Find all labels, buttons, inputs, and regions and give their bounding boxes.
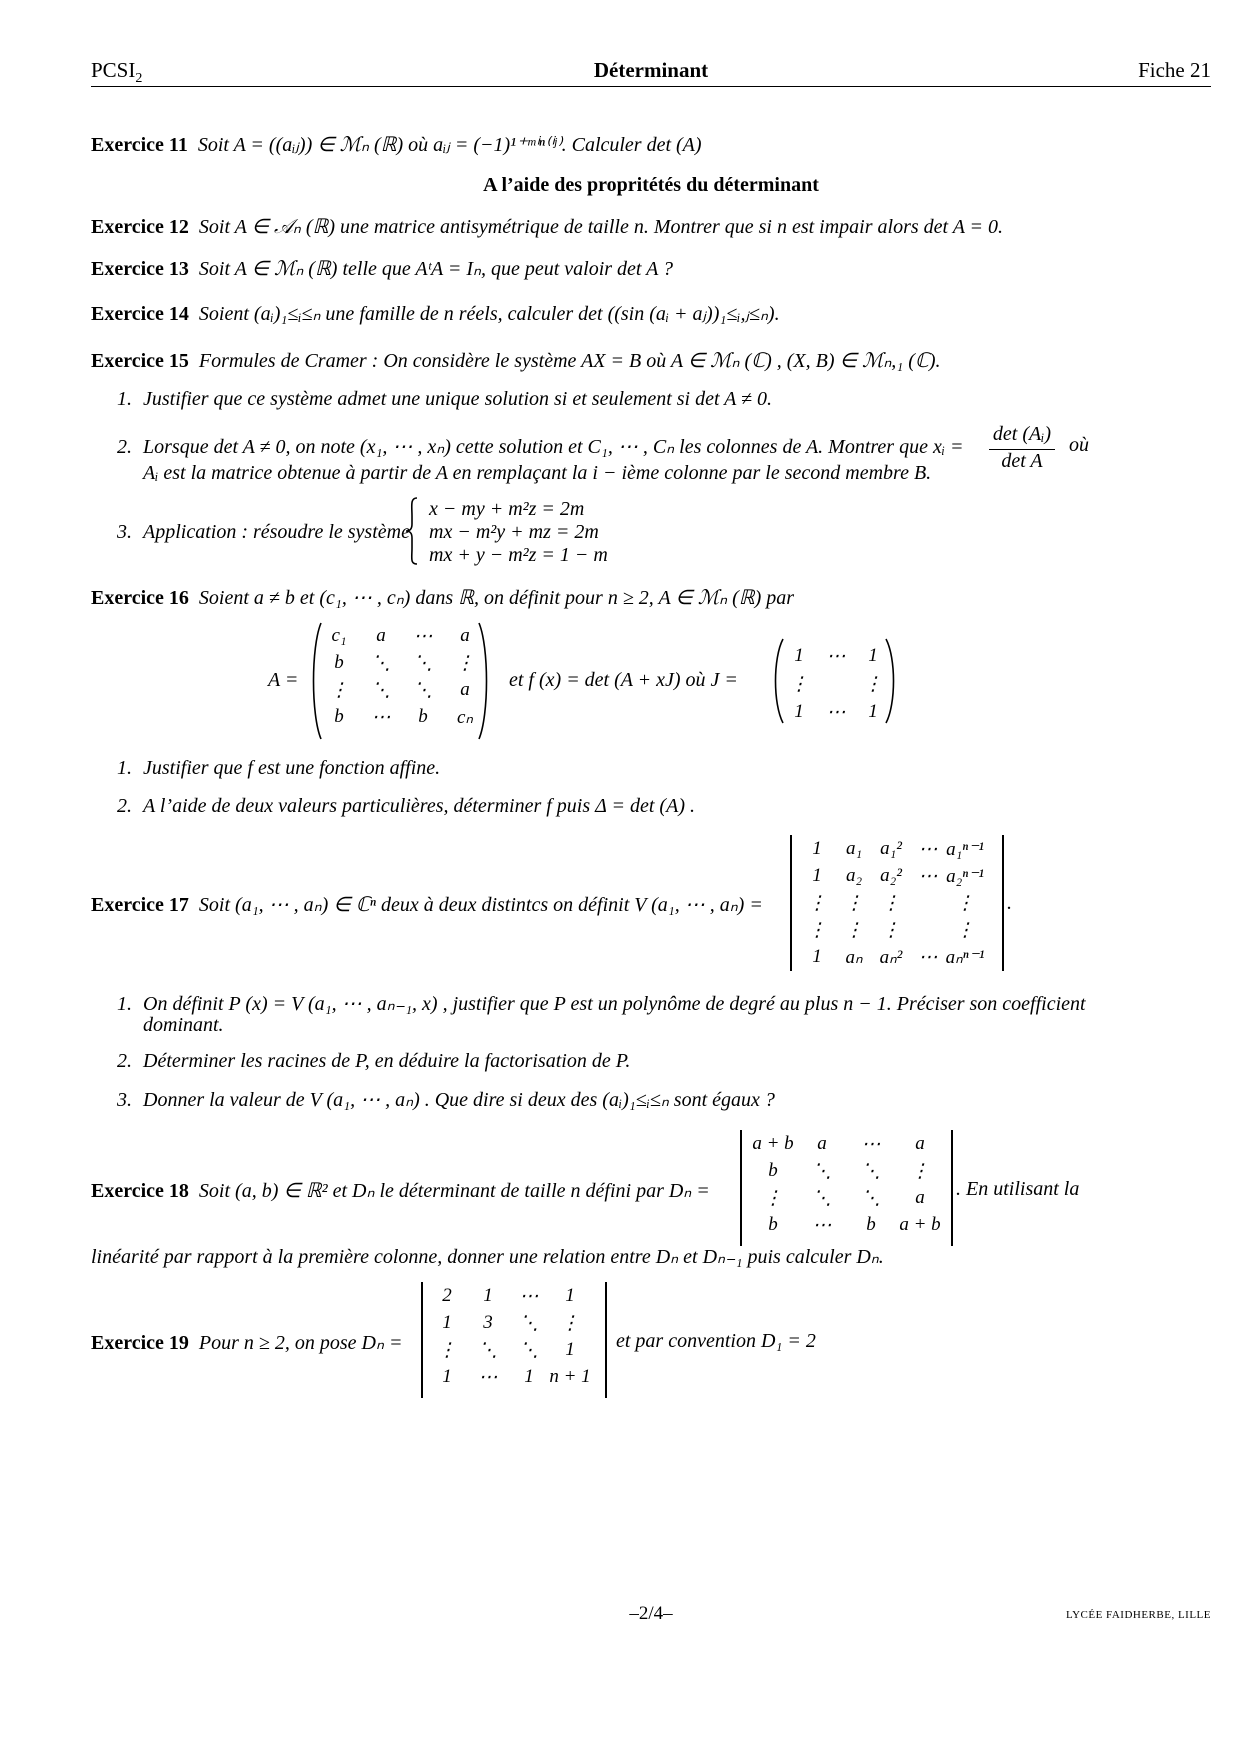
matrix-cell: 1 bbox=[794, 645, 804, 666]
matrix-cell: ⋱ bbox=[371, 653, 391, 674]
matrix-A-label: A = bbox=[268, 669, 299, 691]
matrix-cell: b bbox=[866, 1214, 876, 1235]
exercise-19: Exercice 19 Pour n ≥ 2, on pose Dₙ = bbox=[91, 1332, 403, 1354]
matrix-cell: 1 bbox=[868, 701, 878, 722]
exercise-16: Exercice 16 Soient a ≠ b et (c₁, ⋯ , cₙ) dans ℝ, on définit pour n ≥ 2, A ∈ ℳₙ (ℝ) par bbox=[91, 587, 795, 609]
matrix-cell: 3 bbox=[483, 1312, 493, 1333]
exercise-17: Exercice 17 Soit (a₁, ⋯ , aₙ) ∈ ℂⁿ deux à deux distintcs on définit V (a₁, ⋯ , aₙ) = bbox=[91, 894, 763, 916]
matrix-cell: a bbox=[460, 625, 470, 646]
matrix-cell: ⋮ bbox=[844, 893, 864, 914]
sheet-number: Fiche 21 bbox=[1138, 58, 1211, 82]
system-eq-3: mx + y − m²z = 1 − m bbox=[429, 544, 608, 566]
matrix-cell: a + b bbox=[899, 1214, 941, 1235]
system-eq-2: mx − m²y + mz = 2m bbox=[429, 521, 599, 543]
matrix-cell: ⋮ bbox=[329, 680, 349, 701]
matrix-cell: b bbox=[768, 1160, 778, 1181]
matrix-cell: ⋯ bbox=[478, 1367, 498, 1388]
matrix-cell: ⋮ bbox=[910, 1161, 930, 1182]
ex18-line-2: linéarité par rapport à la première colonne, donner une relation entre Dₙ et Dₙ₋₁ puis calculer Dₙ. bbox=[91, 1246, 884, 1268]
matrix-cell: ⋱ bbox=[812, 1188, 832, 1209]
matrix-cell: aₙ bbox=[845, 947, 863, 968]
matrix-cell: 1 bbox=[565, 1285, 575, 1306]
matrix-cell: ⋮ bbox=[881, 920, 901, 941]
ex15-item-1: 1. Justifier que ce système admet une unique solution si et seulement si det A ≠ 0. bbox=[117, 388, 773, 410]
matrix-cell: ⋯ bbox=[861, 1134, 881, 1155]
matrix-cell: 1 bbox=[565, 1339, 575, 1360]
matrix-cell: aₙⁿ⁻¹ bbox=[945, 947, 985, 968]
matrix-cell: ⋮ bbox=[863, 674, 883, 695]
matrix-cell: ⋯ bbox=[413, 626, 433, 647]
matrix-cell: 1 bbox=[483, 1285, 493, 1306]
det-18-right-bar bbox=[951, 1130, 953, 1246]
matrix-cell: a₁ⁿ⁻¹ bbox=[946, 839, 984, 860]
matrix-cell: 2 bbox=[442, 1285, 452, 1306]
matrix-cell: a + b bbox=[752, 1133, 794, 1154]
matrix-cell: c₁ bbox=[331, 625, 347, 646]
matrix-cell: b bbox=[334, 706, 344, 727]
ex17-item-1: 1. On définit P (x) = V (a₁, ⋯ , aₙ₋₁, x) , justifier que P est un polynôme de degré au plus n − 1. Préciser son coefficient bbox=[117, 993, 1086, 1015]
matrix-cell: ⋮ bbox=[807, 920, 827, 941]
section-title: A l’aide des propritétés du déterminant bbox=[483, 174, 819, 196]
page-header bbox=[91, 56, 1211, 87]
ex17-item-3: 3. Donner la valeur de V (a₁, ⋯ , aₙ) . Que dire si deux des (aᵢ)₁≤ᵢ≤ₙ sont égaux ? bbox=[117, 1089, 775, 1111]
class-label: $PCSI_2$ bbox=[91, 58, 143, 87]
fraction-denominator: det A bbox=[1001, 450, 1043, 472]
ex16-definition: et f (x) = det (A + xJ) où J = bbox=[509, 669, 738, 691]
matrix-cell: ⋱ bbox=[861, 1188, 881, 1209]
matrix-cell: a₂ⁿ⁻¹ bbox=[946, 866, 984, 887]
matrix-cell: ⋯ bbox=[812, 1215, 832, 1236]
ex15-item-2-ou: où bbox=[1069, 434, 1089, 456]
matrix-cell: ⋮ bbox=[789, 674, 809, 695]
matrix-cell: 1 bbox=[524, 1366, 534, 1387]
matrix-cell: ⋱ bbox=[413, 653, 433, 674]
matrix-cell: 1 bbox=[812, 865, 822, 886]
ex16-item-1: 1. Justifier que f est une fonction affine. bbox=[117, 757, 441, 779]
ex17-item-2: 2. Déterminer les racines de P, en déduire la factorisation de P. bbox=[117, 1050, 631, 1072]
matrix-cell: a₁ bbox=[845, 838, 863, 859]
matrix-cell: 1 bbox=[794, 701, 804, 722]
ex17-item-1-cont: dominant. bbox=[143, 1014, 224, 1036]
matrix-cell: cₙ bbox=[456, 707, 473, 728]
matrix-cell: ⋱ bbox=[371, 680, 391, 701]
det-19-left-bar bbox=[421, 1282, 423, 1398]
ex18-after: . En utilisant la bbox=[956, 1178, 1080, 1200]
vandermonde-right-bar bbox=[1002, 835, 1004, 971]
matrix-cell: a bbox=[817, 1133, 827, 1154]
matrix-cell: ⋮ bbox=[844, 920, 864, 941]
exercise-11: Exercice 11 Soit A = ((aᵢⱼ)) ∈ ℳₙ (ℝ) où aᵢⱼ = (−1)¹⁺ᵐⁱⁿ⁽ⁱʲ⁾. Calculer det (A) bbox=[91, 134, 702, 156]
matrix-cell: 1 bbox=[868, 645, 878, 666]
ex15-item-2-cont: Aᵢ est la matrice obtenue à partir de A en remplaçant la i − ième colonne par le second membre B. bbox=[143, 462, 932, 484]
document-page bbox=[91, 0, 1211, 1754]
ex17-end: . bbox=[1007, 892, 1012, 914]
matrix-cell: ⋯ bbox=[371, 707, 391, 728]
matrix-cell: ⋮ bbox=[437, 1340, 457, 1361]
matrix-cell: ⋮ bbox=[455, 653, 475, 674]
matrix-cell: a bbox=[460, 679, 470, 700]
det-19-right-bar bbox=[605, 1282, 607, 1398]
matrix-cell: ⋮ bbox=[807, 893, 827, 914]
matrix-cell: a₂² bbox=[880, 865, 902, 886]
matrix-cell: 1 bbox=[442, 1366, 452, 1387]
matrix-cell: ⋮ bbox=[560, 1313, 580, 1334]
matrix-cell: b bbox=[418, 706, 428, 727]
ex16-item-2: 2. A l’aide de deux valeurs particulières, déterminer f puis Δ = det (A) . bbox=[117, 795, 695, 817]
matrix-cell: ⋱ bbox=[861, 1161, 881, 1182]
ex15-item-2: 2. Lorsque det A ≠ 0, on note (x₁, ⋯ , xₙ) cette solution et C₁, ⋯ , Cₙ les colonnes de A. Montrer que xᵢ = bbox=[117, 436, 964, 458]
page-title: Déterminant bbox=[593, 58, 709, 82]
matrix-cell: ⋱ bbox=[478, 1340, 498, 1361]
vandermonde-left-bar bbox=[790, 835, 792, 971]
matrix-cell: a bbox=[376, 625, 386, 646]
matrix-cell: 1 bbox=[812, 838, 822, 859]
exercise-12: Exercice 12 Soit A ∈ 𝒜ₙ (ℝ) une matrice antisymétrique de taille n. Montrer que si n est impair alors det A = 0. bbox=[91, 216, 1004, 238]
system-eq-1: x − my + m²z = 2m bbox=[429, 498, 585, 520]
fraction-numerator: det (Aᵢ) bbox=[992, 423, 1052, 445]
matrix-cell: ⋱ bbox=[519, 1313, 539, 1334]
matrix-cell: ⋮ bbox=[881, 893, 901, 914]
matrix-cell: ⋯ bbox=[918, 947, 938, 968]
system-brace bbox=[405, 496, 421, 566]
matrix-cell: ⋮ bbox=[763, 1188, 783, 1209]
matrix-cell: 1 bbox=[442, 1312, 452, 1333]
matrix-cell: n + 1 bbox=[549, 1366, 591, 1387]
page-number: –2/4– bbox=[629, 1603, 673, 1624]
matrix-cell: a bbox=[915, 1187, 925, 1208]
matrix-cell: ⋮ bbox=[955, 893, 975, 914]
school-name: LYCÉE FAIDHERBE, LILLE bbox=[1065, 1609, 1211, 1621]
matrix-cell: ⋱ bbox=[812, 1161, 832, 1182]
exercise-14: Exercice 14 Soient (aᵢ)₁≤ᵢ≤ₙ une famille de n réels, calculer det ((sin (aᵢ + aⱼ))₁≤ᵢ,ⱼ≤ₙ). bbox=[91, 303, 780, 325]
matrix-cell: ⋯ bbox=[918, 866, 938, 887]
matrix-cell: 1 bbox=[812, 946, 822, 967]
matrix-cell: b bbox=[768, 1214, 778, 1235]
matrix-cell: ⋯ bbox=[918, 839, 938, 860]
ex19-after: et par convention D₁ = 2 bbox=[616, 1330, 816, 1352]
matrix-cell: ⋱ bbox=[519, 1340, 539, 1361]
exercise-15: Exercice 15 Formules de Cramer : On considère le système AX = B où A ∈ ℳₙ (ℂ) , (X, B) ∈ ℳₙ,₁ (ℂ). bbox=[91, 350, 941, 372]
matrix-cell: a₂ bbox=[845, 865, 863, 886]
matrix-cell: a₁² bbox=[880, 838, 902, 859]
det-18-left-bar bbox=[740, 1130, 742, 1246]
matrix-cell: a bbox=[915, 1133, 925, 1154]
exercise-18: Exercice 18 Soit (a, b) ∈ ℝ² et Dₙ le déterminant de taille n défini par Dₙ = bbox=[91, 1180, 710, 1202]
matrix-cell: b bbox=[334, 652, 344, 673]
ex15-item-3: 3. Application : résoudre le système bbox=[117, 521, 410, 543]
matrix-cell: ⋯ bbox=[826, 646, 846, 667]
matrix-cell: ⋯ bbox=[826, 702, 846, 723]
matrix-cell: ⋮ bbox=[955, 920, 975, 941]
matrix-cell: ⋱ bbox=[413, 680, 433, 701]
matrix-cell: ⋯ bbox=[519, 1286, 539, 1307]
exercise-13: Exercice 13 Soit A ∈ ℳₙ (ℝ) telle que AᵗA = Iₙ, que peut valoir det A ? bbox=[91, 258, 673, 280]
matrix-cell: aₙ² bbox=[879, 947, 903, 968]
